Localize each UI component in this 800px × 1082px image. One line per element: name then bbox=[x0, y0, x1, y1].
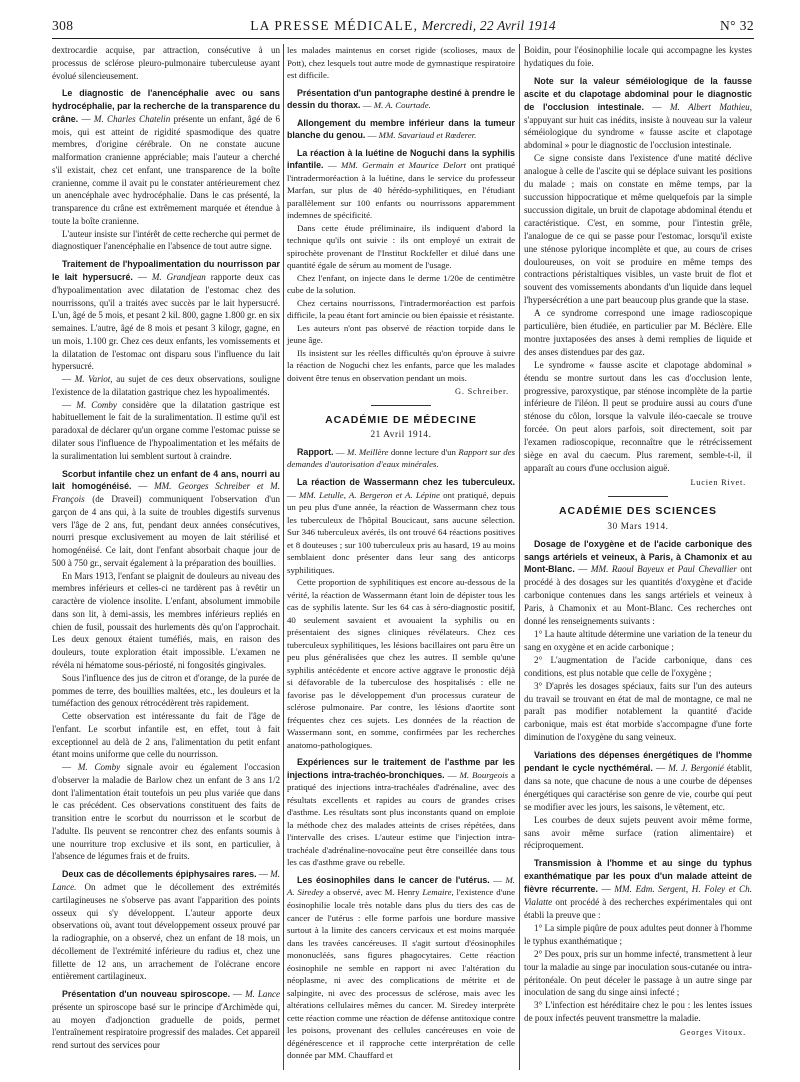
section-heading: ACADÉMIE DES SCIENCES bbox=[558, 504, 718, 517]
article-title: Allongement du membre inférieur dans la tumeur blanche du genou. bbox=[287, 117, 515, 141]
article: Scorbut infantile chez un enfant de 4 ans, nourri au lait homogénéisé. — MM. Georges Schreiber et M. François (de Draveil) communiquent l'observation d'un garçon de 4 ans qui, à la suite de troubles digestifs survenus vers l'âge de 2 ans, fut, pendant deux années consécutives, nourri presque exclusivement au moyen de lait stérilisé et homogénéisé. Ce lait, dont l'enfant absorbait chaque jour de 500 à 750 gr., servait également à la préparation des bouillies. bbox=[52, 468, 280, 568]
section-date: 30 Mars 1914. bbox=[607, 520, 669, 531]
author: M. Albert Mathieu, bbox=[669, 101, 753, 112]
article-text: considère que la dilatation gastrique est habituellement le fait de la suralimentation. Il estime qu'il est paradoxal de déclarer qu'un organe comme l'estomac puisse se dilater sous l'influence de l'hypoalimentation et les méfaits de la suralimentation lui semblent surtout à craindre. bbox=[52, 399, 280, 461]
article-text: On admet que le décollement des extrémités cartilagineuses ne s'observe pas avant l'apparition des points osseux qui s'y développent. L'auteur apporte deux observations où, avant tout développement osseux prouvé par la radiographie, on a observé, chez un enfant de 18 mois, un décollement de l'extrémité inférieure du radius et, chez une fillette de 12 ans, un arrachement de l'olécrane encore entièrement cartilagineux. bbox=[52, 882, 280, 982]
article: Les éosinophiles dans le cancer de l'utérus. — M. A. Siredey a observé, avec M. Henry Lemaire, l'existence d'une éosinophilie locale très notable dans plus du tiers des cas de cancer de l'utérus : elle forme parfois une bordure massive surtout à la limite des cancers cervicaux et est moins marquée dans les travées cancéreuses. Il s'agit surtout d'éosinophiles mononucléés, sans figures phagocytaires. Cette réaction éosinophile ne semble en rapport ni avec l'altération du néoplasme, ni avec des complications de métrite et de salpingite, ni avec des processus de sclérose, mais avec les altérations cellulaires mêmes du cancer. M. Siredey interprète cette réaction comme une réaction de défense antitoxique contre les poisons, provenant des cellules cancéreuses en voie de dégénérescence et il rapproche cette interprétation de celle donnée par MM. Chauffard et bbox=[287, 874, 516, 1061]
article-title: Scorbut infantile chez un enfant de 4 ans, nourri au lait homogénéisé. bbox=[52, 468, 280, 492]
author: M. Lance bbox=[245, 989, 280, 1000]
article: Allongement du membre inférieur dans la tumeur blanche du genou. — MM. Savariaud et Rœderer. bbox=[287, 117, 515, 141]
author: MM. Edm. Sergent, H. Foley et Ch. Vialatte bbox=[524, 884, 752, 908]
section-date: 21 Avril 1914. bbox=[370, 429, 432, 440]
article: Variations des dépenses énergétiques de l'homme pendant le cycle nycthéméral. — M. J. Bergonié établit, dans sa note, que chacune de nous a une courbe de dépenses énergétiques qui caractérise son genre de vie, courbe qui peut se modifier avec les jours, les saisons, le vêtement, etc. bbox=[524, 750, 753, 812]
article-text: ont pratiqué l'intradermoréaction à la luétine, dans le service du professeur Marfan, sur plus de 40 hérédo-syphilitiques, en l'étudiant parallèlement sur 100 enfants ou nourrissons apparemment indemnes de spécificité. bbox=[287, 160, 515, 221]
paragraph: Cette observation est intéressante du fait de l'âge de l'enfant. Le scorbut infantile est, en effet, tout à fait exceptionnel au delà de 2 ans, l'alimentation du petit enfant étant moins uniforme que celle du nourrisson. bbox=[52, 711, 280, 760]
paragraph: Chez l'enfant, on injecte dans le derme 1/20e de centimètre cube de la solution. bbox=[287, 272, 515, 296]
list-item: 1° La simple piqûre de poux adultes peut donner à l'homme le typhus exanthématique ; bbox=[524, 922, 752, 946]
article-text: ont procédé à des recherches expérimentales qui ont établi la preuve que : bbox=[524, 897, 752, 920]
article: La réaction à la luétine de Noguchi dans la syphilis infantile. — MM. Germain et Maurice Delort ont pratiqué l'intradermoréaction à la luétine, dans le service du professeur Marfan, sur plus de 40 hérédo-syphilitiques, en l'étudiant parallèlement sur 100 enfants ou nourrissons apparemment indemnes de spécificité. bbox=[287, 147, 515, 221]
article-text: au sujet de ces deux observations, souligne l'existence de la dilatation gastrique chez les hypoalimentés. bbox=[52, 374, 280, 397]
running-title bbox=[52, 18, 754, 34]
article-text: l'existence d'une éosinophilie locale très notable dans plus du tiers des cas de cancer de l'utérus : elle forme parfois une bordure massive surtout à la limite des cancers cervicaux et est moins marquée dans les travées cancéreuses. Il s'agit surtout d'éosinophiles mononucléés, sans figures phagocytaires. Cette réaction éosinophile ne semble en rapport ni avec l'altération du néoplasme, ni avec des complications de métrite et de salpingite, ni avec des processus de sclérose, mais avec les altérations cellulaires mêmes du cancer. M. Siredey interprète cette réaction comme une réaction de défense antitoxique contre les poisons, provenant des cellules cancéreuses en voie de dégénérescence et il rapproche cette interprétation de celle donnée par MM. Chauffard et bbox=[287, 887, 516, 1061]
paragraph: Dans cette étude préliminaire, ils indiquent d'abord la technique qu'ils ont suivie : ils ont employé un extrait de spirochète provenant de l'Institut Rockfeller et dilué dans une quantité égale de sérum au moment de l'usage. bbox=[287, 222, 515, 271]
author: Lemaire, bbox=[422, 887, 454, 898]
paragraph: Ils insistent sur les réelles difficultés qu'on éprouve à suivre la réaction de Noguchi chez les enfants, parce que les malades doivent être tenus en observation pendant un mois. bbox=[287, 347, 515, 383]
article: Rapport. — M. Meillère donne lecture d'un Rapport sur des demandes d'autorisation d'eaux minérales. bbox=[287, 446, 516, 470]
article-text: signale avoir eu également l'occasion d'observer la maladie de Barlow chez un enfant de 3 ans 1/2 dont l'alimentation était toutefois un peu plus variée que dans le cas précédent. Ces observations constituent des faits de transition entre le scorbut du nourrisson et le scorbut de l'adulte. Ils peuvent se rencontrer chez des enfants soumis à une nourriture trop exclusive et ils sont, en particulier, à l'absence de légumes frais et de fruits. bbox=[52, 762, 280, 862]
article-title: Note sur la valeur séméiologique de la fausse ascite et du clapotage abdominal pour le diagnostic de l'occlusion intestinale. bbox=[524, 75, 752, 112]
article-title: Traitement de l'hypoalimentation du nourrisson par le lait hypersucré. bbox=[52, 259, 280, 283]
paragraph: Sous l'influence des jus de citron et d'orange, de la purée de pommes de terre, des bouillies maltées, etc., les douleurs et la tuméfaction des genoux rétrocédèrent très rapidement. bbox=[52, 672, 280, 709]
paragraph: dextrocardie acquise, par attraction, consécutive à un processus de sclérose pleuro-pulmonaire tuberculeuse ayant évolué silencieusement. bbox=[52, 45, 280, 81]
article-text: établit, dans sa note, que chacune de nous a une courbe de dépenses énergétiques qui caractérise son genre de vie, courbe qui peut se modifier avec les jours, les saisons, le vêtement, etc. bbox=[524, 763, 753, 812]
paragraph: Chez certains nourrissons, l'intradermoréaction est parfois difficile, la peau étant fort amincie ou bien épaissie et résistante. bbox=[287, 297, 515, 321]
article-title: Les éosinophiles dans le cancer de l'utérus. bbox=[297, 874, 490, 885]
author: MM. Raoul Bayeux et Paul Chevallier bbox=[590, 564, 737, 575]
paragraph: A ce syndrome correspond une image radioscopique particulière, bien étudiée, en particulier par M. Béclère. Elle montre juxtaposées des anses à demi remplies de liquide et des anses distendues par des gaz. bbox=[524, 308, 752, 357]
article-text: a pratiqué des injections intra-trachéales d'adrénaline, avec des résultats excellents et rapides au cours de grandes crises d'asthme. Les résultats sont plus inconstants quand on emploie la méthode chez des malades atteints de crises répétées, dans l'intervalle des crises. L'auteur estime que l'injection intra-trachéale d'adrénaline-novocaïne peut être conseillée dans tous les cas d'asthme grave ou rebelle. bbox=[287, 769, 515, 868]
paragraph: Boidin, pour l'éosinophilie locale qui accompagne les kystes hydatiques du foie. bbox=[524, 45, 752, 68]
article-title: Dosage de l'oxygène et de l'acide carbonique des sangs artériels et veineux, à Paris, à Chamonix et au Mont-Blanc. bbox=[524, 538, 752, 575]
signature: G. Schreiber. bbox=[455, 387, 509, 397]
paragraph: Les courbes de deux sujets peuvent avoir même forme, sans avoir même surface (ration alimentaire) et réciproquement. bbox=[524, 814, 752, 851]
article: Expériences sur le traitement de l'asthme par les injections intra-trachéo-bronchiques. — M. Bourgeois a pratiqué des injections intra-trachéales d'adrénaline, avec des résultats excellents et rapides au cours de grandes crises d'asthme. Les résultats sont plus inconstants quand on emploie la méthode chez des malades atteints de crises répétées, dans l'intervalle des crises. L'auteur estime que l'injection intra-trachéale d'adrénaline-novocaïne peut être conseillée dans tous les cas d'asthme grave ou rebelle. bbox=[287, 757, 515, 868]
journal-name: LA PRESSE MÉDICALE, bbox=[250, 18, 419, 33]
paragraph: Les auteurs n'ont pas observé de réaction torpide dans le jeune âge. bbox=[287, 322, 515, 346]
header-rule bbox=[52, 38, 754, 39]
paragraph: Cette proportion de syphilitiques est encore au-dessous de la vérité, la réaction de Wassermann étant loin de dépister tous les cas de syphilis latente. Sur les 64 cas à séro-diagnostic positif, 40 seulement savaient et avouaient la syphilis ou en présentaient des signes cliniques révélateurs. Chez ces tuberculeux syphilitiques, les lésions bacillaires ont paru être un peu plus généralisées que chez les autres. Il semble qu'une syphilis antécédente et encore active aggrave le pronostic déjà si défavorable de la tuberculose des hospitalisés : elle ne favorise pas le développement d'un processus curateur de sclérose pulmonaire. Par contre, les lésions d'aortite sont fréquentes chez ces sujets. Les données de la réaction de Wassermann sont, en somme, confirmées par les recherches anatomo-pathologiques. bbox=[287, 577, 515, 750]
article-title: La réaction de Wassermann chez les tuberculeux. bbox=[297, 476, 515, 487]
article-text: donne lecture d'un bbox=[390, 446, 456, 457]
list-item: 2° Des poux, pris sur un homme infecté, transmettent à leur tour la maladie au singe par inoculation sous-cutanée ou intra-péritonéale. On peut déceler le passage à un autre singe par inoculation de sang du singe ainsi infecté ; bbox=[524, 948, 752, 998]
article-title: Le diagnostic de l'anencéphalie avec ou sans hydrocéphalie, par la recherche de la transparence du crâne. bbox=[52, 88, 280, 124]
section-divider bbox=[608, 496, 668, 497]
article-title: Deux cas de décollements épiphysaires rares. bbox=[62, 869, 257, 880]
paragraph: les malades maintenus en corset rigide (scolioses, maux de Pott), chez lesquels tout autre mode de gymnastique respiratoire est difficile. bbox=[287, 45, 515, 81]
article-title: La réaction à la luétine de Noguchi dans la syphilis infantile. bbox=[287, 147, 515, 171]
page-header bbox=[52, 18, 754, 38]
article-text: a observé, avec M. Henry bbox=[326, 887, 420, 898]
paragraph: Ce signe consiste dans l'existence d'une matité déclive analogue à celle de l'ascite qui se déplace suivant les positions du malade ; mais on constate en même temps, par la succussion hippocratique et même quelquefois par la simple succussion digitale, un bruit de clapotage abdominal étendu et caractéristique. C'est, en somme, pour l'intestin grêle, l'analogue de ce qui se passe pour l'estomac, lorsqu'il existe une sténose pylorique incomplète et que, au cours de crises douloureuses, on voit se produire en même temps des contractions péristaltiques visibles, un vaste bruit de flot et souvent des vomissements abondants d'un liquide dans lequel l'hypersécrétion a une part beaucoup plus grande que la stase. bbox=[524, 153, 752, 306]
article: La réaction de Wassermann chez les tuberculeux. — MM. Letulle, A. Bergeron et A. Lépine ont pratiqué, depuis un peu plus d'une année, la réaction de Wassermann chez tous les tuberculeux de l'hôpital Boucicaut, sans aucune sélection. Sur 346 tuberculeux avérés, ils ont trouvé 64 réactions positives et 8 douteuses ; sur 100 tuberculeux pris au hasard, 19 au moins semblaient donc présenter dans leur sang des anticorps syphilitiques. bbox=[287, 476, 516, 575]
article: Deux cas de décollements épiphysaires rares. — M. Lance. On admet que le décollement des extrémités cartilagineuses ne s'observe pas avant l'apparition des points osseux qui s'y développent. L'auteur apporte deux observations où, avant tout développement osseux prouvé par la radiographie, on a observé, chez un enfant de 18 mois, un décollement de l'extrémité inférieure du radius et, chez une fillette de 12 ans, un arrachement de l'olécrane encore entièrement cartilagineux. bbox=[52, 869, 280, 982]
author: M. Charles Chatelin bbox=[93, 113, 171, 124]
author: M. Bourgeois bbox=[459, 769, 509, 780]
author: MM. Letulle, A. Bergeron et A. Lépine bbox=[299, 489, 440, 500]
article: Présentation d'un pantographe destiné à prendre le dessin du thorax. — M. A. Courtade. bbox=[287, 87, 515, 111]
author: M. Comby bbox=[77, 762, 121, 773]
author: M. Variot, bbox=[74, 374, 113, 385]
column-left bbox=[52, 44, 280, 1052]
article-title: Expériences sur le traitement de l'asthme par les injections intra-trachéo-bronchiques. bbox=[287, 757, 515, 780]
article-text: présente un enfant, âgé de 6 mois, qui est atteint de rigidité spasmodique des quatre membres, d'origine cérébrale. On ne constate aucune malformation cranienne appréciable; mais l'auteur a cherché s'il existait, chez cet enfant, une transparence de la boîte cranienne, comme il avait pu le constater antérieurement chez un anencéphale avec hydrocéphalie. Dans le cas présenté, la transparence du crâne est extrêmement marquée et étendue à toute la boîte cranienne. bbox=[52, 113, 280, 226]
author: MM. Savariaud et Rœderer. bbox=[378, 130, 477, 141]
article: Dosage de l'oxygène et de l'acide carbonique des sangs artériels et veineux, à Paris, à Chamonix et au Mont-Blanc. — MM. Raoul Bayeux et Paul Chevallier ont procédé à des dosages sur les quantités d'oxygène et d'acide carbonique contenues dans les sangs artériels et veineux à Paris, à Chamonix et au Mont-Blanc. Ces recherches ont donné les renseignements suivants : bbox=[524, 538, 753, 627]
article: Présentation d'un nouveau spiroscope. — M. Lance présente un spiroscope basé sur le principe d'Archimède qui, au moyen d'adjonction graduelle de poids, permet l'entraînement respiratoire progressif des malades. Cet appareil rend surtout des services pour bbox=[52, 989, 280, 1051]
list-item: 1° La haute altitude détermine une variation de la teneur du sang en oxygène et en acide carbonique ; bbox=[524, 628, 752, 652]
author: M. J. Bergonié bbox=[668, 763, 724, 774]
article: Transmission à l'homme et au singe du typhus exanthématique par les poux d'un malade atteint de fièvre récurrente. — MM. Edm. Sergent, H. Foley et Ch. Vialatte ont procédé à des recherches expérimentales qui ont établi la preuve que : bbox=[524, 858, 752, 920]
column-rule bbox=[283, 44, 284, 1070]
page-number: 308 bbox=[52, 18, 74, 33]
author: MM. Georges Schreiber et M. François bbox=[52, 481, 280, 505]
article-text: rapporte deux cas d'hypoalimentation avec dilatation de l'estomac chez des nourrissons, qu'il a traités avec succès par le lait hypersucré. L'un, âgé de 5 mois, et pesant 2 kil. 800, gagne 1.800 gr. en six semaines. L'autre, âgé de 8 mois et pesant 3 kilogr, gagne, en un mois, 1.100 gr. Chez ces deux enfants, les vomissements et la dilatation de l'estomac ont disparu sous l'influence du lait hypersucré. bbox=[52, 272, 280, 372]
article-text: ont procédé à des dosages sur les quantités d'oxygène et d'acide carbonique contenues dans les sangs artériels et veineux à Paris, à Chamonix et au Mont-Blanc. Ces recherches ont donné les renseignements suivants : bbox=[524, 564, 753, 627]
paragraph: — M. Variot, au sujet de ces deux observations, souligne l'existence de la dilatation gastrique chez les hypoalimentés. bbox=[52, 374, 280, 397]
paragraph: En Mars 1913, l'enfant se plaignit de douleurs au niveau des membres inférieurs et celles-ci ne tardèrent pas à revêtir un caractère de violence insolite. L'enfant, absolument immobile dans son lit, à demi-assis, les membres inférieurs repliés en chien de fusil, poussait des hurlements dès qu'on l'approchait. Les deux genoux étaient tuméfiés, mais, en raison des douleurs, toute exploration était impossible. L'examen ne révéla ni hématome sous-périosté, ni fongosités gingivales. bbox=[52, 570, 280, 670]
article: Le diagnostic de l'anencéphalie avec ou sans hydrocéphalie, par la recherche de la transparence du crâne. — M. Charles Chatelin présente un enfant, âgé de 6 mois, qui est atteint de rigidité spasmodique des quatre membres, d'origine cérébrale. On ne constate aucune malformation cranienne appréciable; mais l'auteur a cherché s'il existait, chez cet enfant, une transparence de la boîte cranienne, comme il avait pu le constater antérieurement chez un anencéphale avec hydrocéphalie. Dans le cas présenté, la transparence du crâne est extrêmement marquée et étendue à toute la boîte cranienne. bbox=[52, 88, 280, 226]
column-right bbox=[524, 44, 752, 1040]
column-rule bbox=[519, 44, 520, 1070]
signature: Lucien Rivet. bbox=[690, 477, 746, 487]
article-title: Présentation d'un nouveau spiroscope. bbox=[62, 989, 231, 1000]
article: Note sur la valeur séméiologique de la fausse ascite et du clapotage abdominal pour le diagnostic de l'occlusion intestinale. — M. Albert Mathieu, s'appuyant sur huit cas inédits, insiste à nouveau sur la valeur séméiologique du syndrome « fausse ascite et clapotage abdominal » pour le diagnostic de l'occlusion intestinale. bbox=[524, 75, 753, 151]
article-title: Rapport. bbox=[297, 446, 334, 457]
section-divider bbox=[371, 405, 431, 406]
author: M. Grandjean bbox=[151, 272, 206, 283]
column-middle bbox=[287, 44, 515, 1062]
article-text: s'appuyant sur huit cas inédits, insiste à nouveau sur la valeur séméiologique du syndrome « fausse ascite et clapotage abdominal » pour le diagnostic de l'occlusion intestinale. bbox=[524, 114, 752, 151]
article-text: Rapport sur des demandes d'autorisation d'eaux minérales. bbox=[287, 446, 516, 470]
article-title: Variations des dépenses énergétiques de l'homme pendant le cycle nycthéméral. bbox=[524, 750, 752, 774]
author: M. Lance. bbox=[52, 869, 280, 892]
author: M. A. Siredey bbox=[287, 874, 515, 898]
section-heading: ACADÉMIE DE MÉDECINE bbox=[325, 413, 477, 426]
list-item: 2° L'augmentation de l'acide carbonique, dans ces conditions, est plus notable que celle de l'oxygène ; bbox=[524, 654, 752, 678]
paragraph: — M. Comby considère que la dilatation gastrique est habituellement le fait de la suralimentation. Il estime qu'il est paradoxal de déclarer qu'un organe comme l'estomac puisse se dilater sous l'influence de l'hypoalimentation et les méfaits de la suralimentation lui semblent surtout à craindre. bbox=[52, 399, 280, 461]
issue-date: Mercredi, 22 Avril 1914 bbox=[421, 18, 556, 33]
list-item: 3° L'infection est héréditaire chez le pou : les lentes issues de poux infectés peuvent transmettre la maladie. bbox=[524, 1000, 752, 1024]
list-item: 3° D'après les dosages spéciaux, faits sur l'un des auteurs du travail se trouvant en état de mal de montagne, ce mal ne paraît pas modifier notablement la quantité d'acide carbonique, mais est état morbide s'accompagne d'une forte diminution de l'oxygène du sang veineux. bbox=[524, 680, 752, 743]
author: M. A. Courtade. bbox=[373, 100, 431, 111]
article-title: Présentation d'un pantographe destiné à prendre le dessin du thorax. bbox=[287, 87, 515, 111]
paragraph: Le syndrome « fausse ascite et clapotage abdominal » étendu se montre surtout dans les cas d'occlusion lente, progressive, paroxystique, par sténose incomplète de la partie inférieure de l'iléon. Il peut se produire aussi au cours d'une sténose du côlon, lorsque la valvule iléo-caecale se trouve forcée. On peut alors parfois, soit directement, soit par l'examen radioscopique, reconnaître que le rétrécissement siège en aval du caecum. Plus rarement, semble-t-il, il apparaît au cours d'une occlusion aiguë. bbox=[524, 359, 752, 473]
issue-number: N° 32 bbox=[719, 18, 754, 33]
paragraph: L'auteur insiste sur l'intérêt de cette recherche qui permet de diagnostiquer l'anencéphalie en l'absence de tout autre signe. bbox=[52, 228, 280, 252]
article: Traitement de l'hypoalimentation du nourrisson par le lait hypersucré. — M. Grandjean rapporte deux cas d'hypoalimentation avec dilatation de l'estomac chez des nourrissons, qu'il a traités avec succès par le lait hypersucré. L'un, âgé de 5 mois, et pesant 2 kil. 800, gagne 1.800 gr. en six semaines. L'autre, âgé de 8 mois et pesant 3 kilogr, gagne, en un mois, 1.100 gr. Chez ces deux enfants, les vomissements et la dilatation de l'estomac ont disparu sous l'influence du lait hypersucré. bbox=[52, 259, 280, 372]
author: M. Comby bbox=[76, 399, 117, 410]
article-text: (de Draveil) communiquent l'observation d'un garçon de 4 ans qui, à la suite de troubles digestifs survenus vers l'âge de 2 ans, fut, pendant deux années consécutives, nourri presque exclusivement au moyen de lait stérilisé et homogénéisé. Ce lait, dont l'enfant absorbait chaque jour de 500 à 750 gr., servait également à la préparation des bouillies. bbox=[52, 494, 280, 568]
paragraph: — M. Comby signale avoir eu également l'occasion d'observer la maladie de Barlow chez un enfant de 3 ans 1/2 dont l'alimentation était toutefois un peu plus variée que dans le cas précédent. Ces observations constituent des faits de transition entre le scorbut du nourrisson et le scorbut de l'adulte. Ils peuvent se rencontrer chez des enfants soumis à une nourriture trop exclusive et ils sont, en particulier, à l'absence de légumes frais et de fruits. bbox=[52, 762, 280, 862]
author: MM. Germain et Maurice Delort bbox=[340, 160, 467, 171]
article-text: présente un spiroscope basé sur le principe d'Archimède qui, au moyen d'adjonction graduelle de poids, permet l'entraînement respiratoire progressif des malades. Cet appareil rend surtout des services pour bbox=[52, 1001, 280, 1051]
author: M. Meillère bbox=[346, 446, 389, 457]
signature: Georges Vitoux. bbox=[679, 1028, 746, 1038]
article-text: ont pratiqué, depuis un peu plus d'une année, la réaction de Wassermann chez tous les tuberculeux de l'hôpital Boucicaut, sans aucune sélection. Sur 346 tuberculeux avérés, ils ont trouvé 64 réactions positives et 8 douteuses ; sur 100 tuberculeux pris au hasard, 19 au moins semblaient donc présenter dans leur sang des anticorps syphilitiques. bbox=[287, 489, 516, 575]
article-title: Transmission à l'homme et au singe du typhus exanthématique par les poux d'un malade atteint de fièvre récurrente. bbox=[524, 858, 752, 895]
